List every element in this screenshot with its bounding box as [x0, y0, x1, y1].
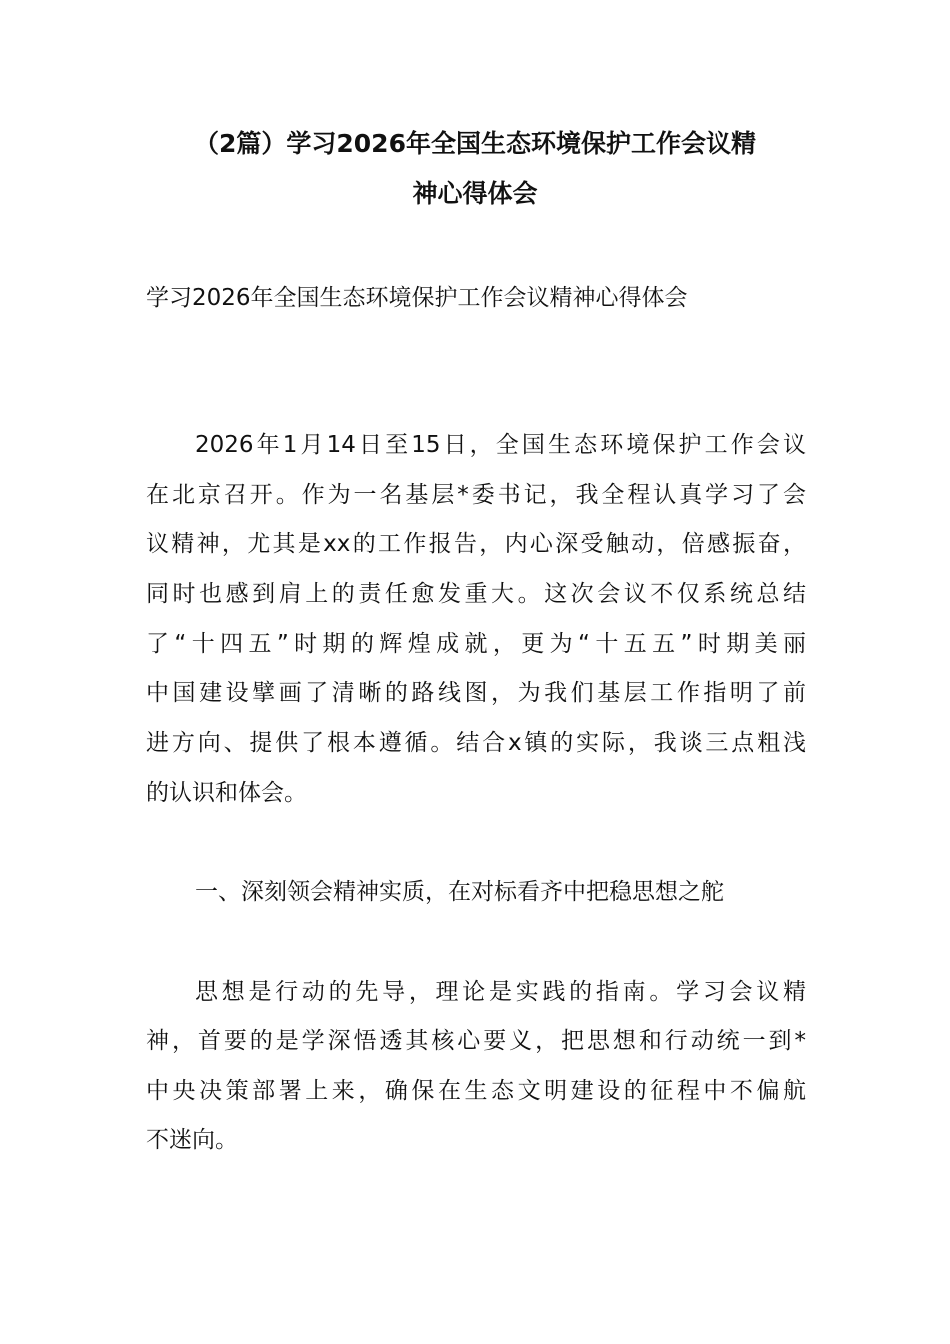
- paragraph-line: 不迷向。: [146, 1127, 238, 1153]
- paragraph-line: 了“十四五”时期的辉煌成就，更为“十五五”时期美丽: [146, 631, 806, 657]
- paragraph-line: 议精神，尤其是xx的工作报告，内心深受触动，倍感振奋，: [146, 531, 806, 557]
- paragraph-line: 2026年1月14日至15日，全国生态环境保护工作会议: [195, 432, 806, 458]
- paragraph-line: 的认识和体会。: [146, 780, 307, 806]
- paragraph-line: 思想是行动的先导，理论是实践的指南。学习会议精: [195, 979, 806, 1005]
- document-title-line-1: （2篇）学习2026年全国生态环境保护工作会议精: [194, 129, 756, 158]
- section-heading-1: 一、深刻领会精神实质，在对标看齐中把稳思想之舵: [195, 879, 724, 905]
- paragraph-line: 中国建设擘画了清晰的路线图，为我们基层工作指明了前: [146, 680, 806, 706]
- paragraph-line: 同时也感到肩上的责任愈发重大。这次会议不仅系统总结: [146, 581, 806, 607]
- document-title-line-2: 神心得体会: [412, 179, 538, 208]
- paragraph-line: 在北京召开。作为一名基层*委书记，我全程认真学习了会: [146, 482, 806, 508]
- paragraph-line: 神，首要的是学深悟透其核心要义，把思想和行动统一到*: [146, 1028, 806, 1054]
- document-subtitle: 学习2026年全国生态环境保护工作会议精神心得体会: [146, 285, 688, 311]
- paragraph-line: 中央决策部署上来，确保在生态文明建设的征程中不偏航: [146, 1078, 806, 1104]
- paragraph-line: 进方向、提供了根本遵循。结合x镇的实际，我谈三点粗浅: [146, 730, 806, 756]
